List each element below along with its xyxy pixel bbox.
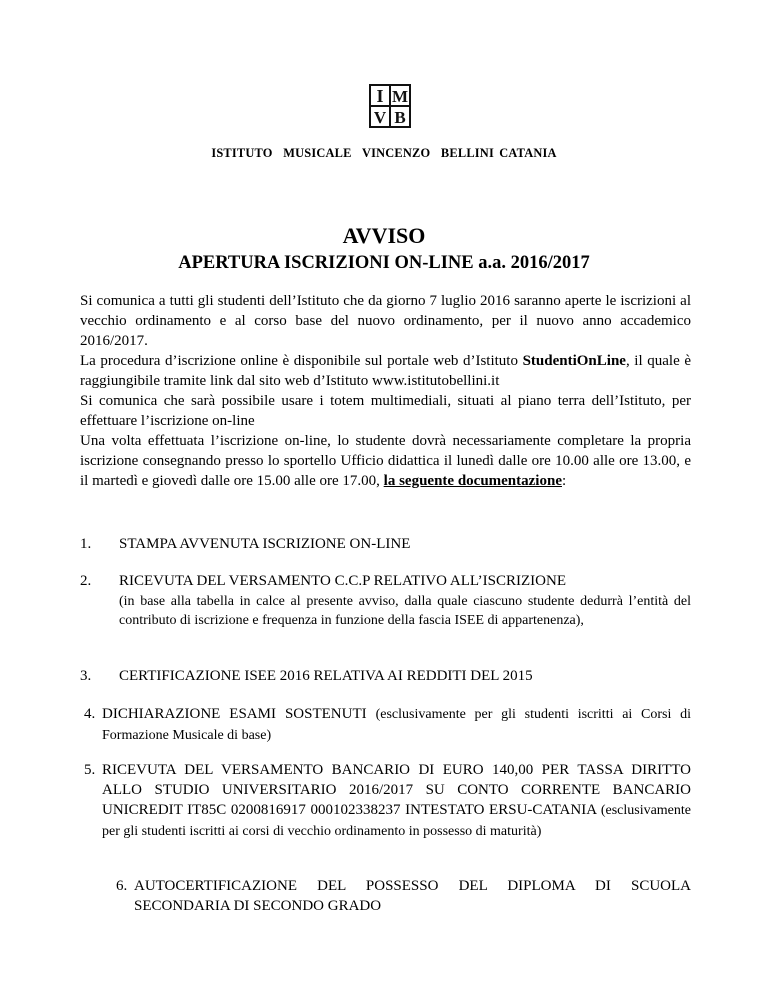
documents-colon: :	[561, 473, 567, 489]
institute-name: ISTITUTO MUSICALE VINCENZO BELLINI CATANIA	[211, 146, 557, 160]
notice-body	[80, 291, 691, 491]
logo-letter: B	[394, 108, 406, 127]
page-title: AVVISO	[342, 223, 426, 248]
item-text	[102, 760, 691, 842]
paragraph-opening: Si comunica a tutti gli studenti dell’Istituto che da giorno 7 luglio 2016 saranno aperte le iscrizioni al vecchio ordinamento e al corso base del nuovo ordinamento, per il nuovo anno accademico 2016/2017.	[80, 293, 691, 349]
item-text-note: (esclusivamente per gli studenti iscritti ai Corsi di Formazione Musicale di base)	[102, 707, 692, 743]
logo-letter: V	[373, 108, 387, 127]
item-text	[102, 704, 691, 746]
procedure-text: La procedura d’iscrizione online è disponibile sul portale web d’Istituto	[80, 353, 523, 369]
item-text: CERTIFICAZIONE ISEE 2016 RELATIVA AI REDDITI DEL 2015	[119, 668, 533, 684]
list-item	[80, 666, 691, 686]
item-number: 3.	[80, 668, 92, 684]
documents-emphasis: la seguente documentazione	[383, 473, 562, 489]
portal-name: StudentiOnLine	[522, 353, 626, 369]
item-number: 2.	[80, 573, 92, 589]
item-number: 4.	[84, 706, 96, 722]
paragraph-documents	[80, 431, 691, 491]
logo-letter: M	[391, 87, 409, 106]
item-number: 5.	[84, 762, 96, 778]
item-text-main: DICHIARAZIONE ESAMI SOSTENUTI	[102, 706, 376, 722]
list-item	[80, 534, 691, 554]
item-text-note: (esclusivamente per gli studenti iscritti ai corsi di vecchio ordinamento in possesso di maturità)	[102, 803, 691, 839]
documents-text: Una volta effettuata l’iscrizione on-line, lo studente dovrà necessariamente completare la propria iscrizione consegnando presso lo sportello Ufficio didattica il lunedì dalle ore 10.00 alle ore 13.00, e il martedì e giovedì dalle ore 15.00 alle ore 17.00,	[80, 433, 691, 489]
list-item	[80, 571, 691, 591]
item-number: 6.	[116, 878, 128, 894]
item-number: 1.	[80, 536, 92, 552]
paragraph-totem: Si comunica che sarà possibile usare i totem multimediali, situati al piano terra dell’Istituto, per effettuare l’iscrizione on-line	[80, 393, 691, 429]
list-item	[84, 760, 691, 842]
list-item	[116, 876, 691, 916]
institute-logo	[369, 84, 411, 128]
item-note: (in base alla tabella in calce al presente avviso, dalla quale ciascuno studente dedurrà l’entità del contributo di iscrizione e frequenza in funzione della fascia ISEE di appartenenza),	[119, 594, 691, 628]
item-text: STAMPA AVVENUTA ISCRIZIONE ON-LINE	[119, 536, 411, 552]
paragraph-procedure	[80, 351, 691, 391]
logo-letter: I	[376, 86, 384, 106]
list-item	[84, 704, 691, 746]
procedure-text-cont: , il quale è raggiungibile tramite link dal sito web d’Istituto www.istitutobellini.it	[80, 353, 691, 389]
page-subtitle: APERTURA ISCRIZIONI ON-LINE a.a. 2016/2017	[178, 253, 590, 273]
item-text: RICEVUTA DEL VERSAMENTO C.C.P RELATIVO ALL’ISCRIZIONE	[119, 573, 567, 589]
item-text-main: RICEVUTA DEL VERSAMENTO BANCARIO DI EURO 140,00 PER TASSA DIRITTO ALLO STUDIO UNIVERSITARIO 2016/2017 SU CONTO CORRENTE BANCARIO UNICREDIT IT85C 0200816917 000102338237 INTESTATO ERSU-CATANIA	[102, 762, 691, 818]
item-text: AUTOCERTIFICAZIONE DEL POSSESSO DEL DIPLOMA DI SCUOLA SECONDARIA DI SECONDO GRADO	[134, 878, 691, 914]
